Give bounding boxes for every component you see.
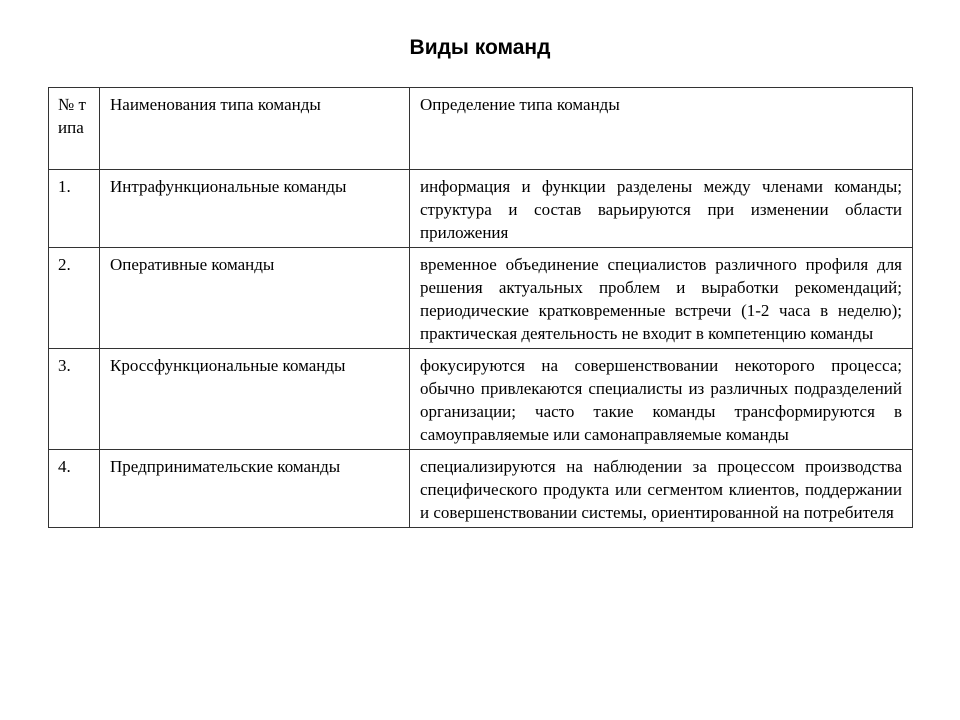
table-header-row	[49, 88, 913, 170]
row-number: 3.	[49, 349, 100, 450]
row-name: Предпринимательские команды	[100, 450, 410, 528]
row-name: Кроссфункциональные команды	[100, 349, 410, 450]
header-definition-cell	[410, 88, 913, 170]
row-name: Интрафункциональные команды	[100, 170, 410, 248]
row-definition: временное объединение специалистов различного профиля для решения актуальных проблем и выработки рекомендаций; периодические кратковременные встречи (1-2 часа в неделю); практическая деятельность не входит в компетенцию команды	[410, 248, 913, 349]
table-row	[49, 248, 913, 349]
row-definition: фокусируются на совершенствовании некоторого процесса; обычно привлекаются специалисты из различных подразделений организации; часто такие команды трансформируются в самоуправляемые или самонаправляемые команды	[410, 349, 913, 450]
page-title: Виды команд	[409, 36, 551, 59]
row-definition: информация и функции разделены между членами команды; структура и состав варьируются при изменении области приложения	[410, 170, 913, 248]
header-name-cell	[100, 88, 410, 170]
row-number: 2.	[49, 248, 100, 349]
header-number: № типа	[58, 95, 86, 137]
row-name: Оперативные команды	[100, 248, 410, 349]
header-name: Наименования типа команды	[110, 95, 321, 114]
team-types-table	[48, 87, 913, 528]
row-number: 4.	[49, 450, 100, 528]
row-number: 1.	[49, 170, 100, 248]
header-definition: Определение типа команды	[420, 95, 620, 114]
table-row	[49, 349, 913, 450]
header-number-cell	[49, 88, 100, 170]
table-row	[49, 170, 913, 248]
row-definition: специализируются на наблюдении за процессом производства специфического продукта или сегментом клиентов, поддержании и совершенствовании системы, ориентированной на потребителя	[410, 450, 913, 528]
table-row	[49, 450, 913, 528]
